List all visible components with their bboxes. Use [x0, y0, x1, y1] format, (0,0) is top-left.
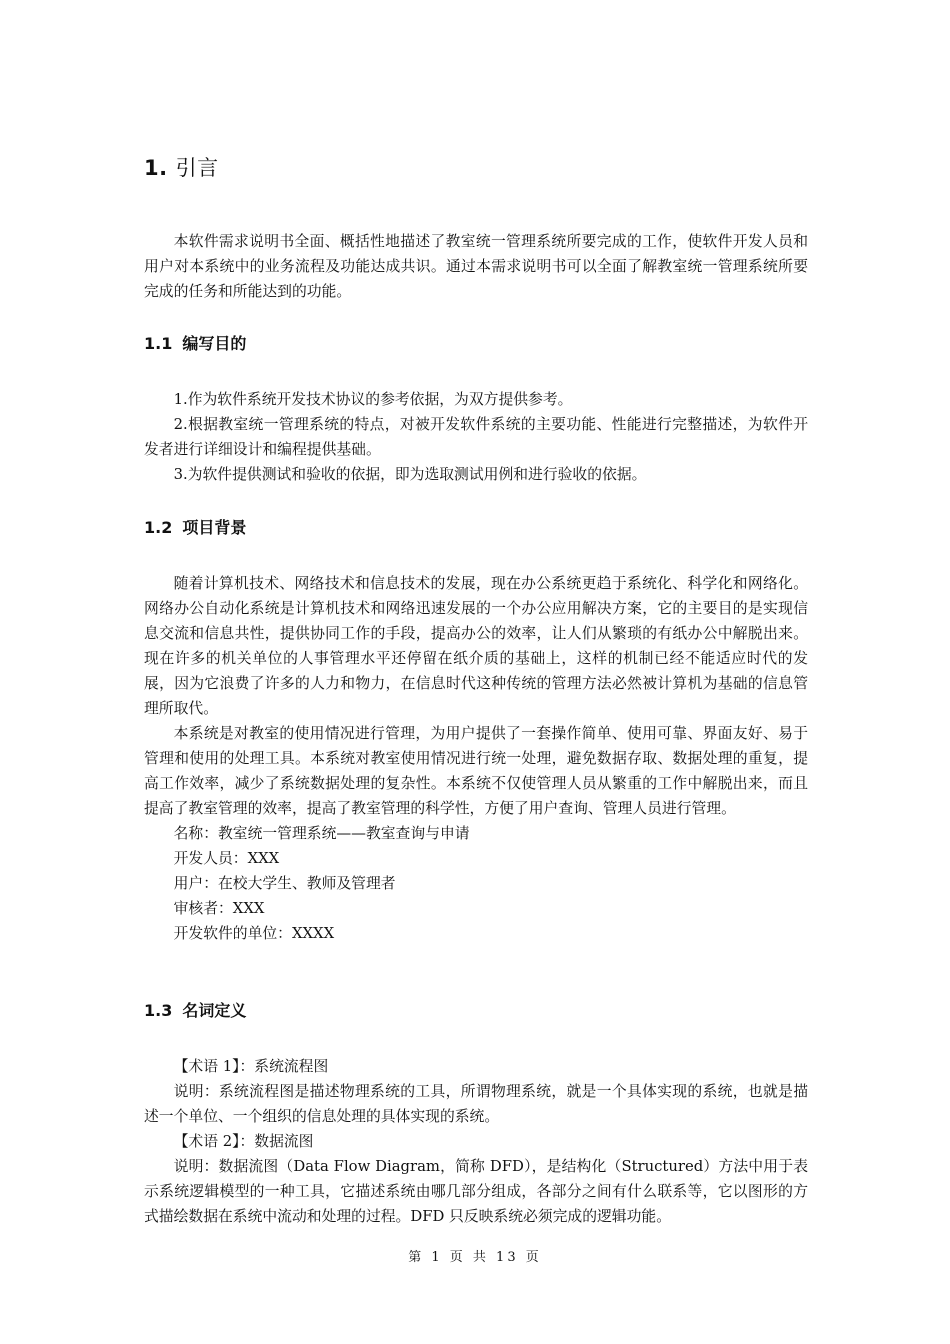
- section-1-2-title: 项目背景: [182, 518, 247, 537]
- section-1-1-number: 1.1: [144, 334, 173, 353]
- purpose-item-3: 3.为软件提供测试和验收的依据，即为选取测试用例和进行验收的依据。: [173, 466, 647, 483]
- system-name-line: 名称：教室统一管理系统——教室查询与申请: [173, 825, 470, 842]
- background-paragraph-1: 随着计算机技术、网络技术和信息技术的发展，现在办公系统更趋于系统化、科学化和网络化。网络办公自动化系统是计算机技术和网络迅速发展的一个办公应用解决方案，它的主要目的是实现信息交流和信息共性，提供协同工作的手段，提高办公的效率，让人们从繁琐的有纸办公中解脱出来。现在许多的机关单位的人事管理水平还停留在纸介质的基础上，这样的机制已经不能适应时代的发展，因为它浪费了许多的人力和物力，在信息时代这种传统的管理方法必然被计算机为基础的信息管理所取代。: [144, 575, 808, 717]
- section-1-intro: 本软件需求说明书全面、概括性地描述了教室统一管理系统所要完成的工作，使软件开发人员和用户对本系统中的业务流程及功能达成共识。通过本需求说明书可以全面了解教室统一管理系统所要完成的任务和所能达到的功能。: [144, 233, 808, 300]
- section-1-2-heading: [144, 515, 808, 541]
- section-1-3-heading: [144, 998, 808, 1024]
- purpose-item-2: 2.根据教室统一管理系统的特点，对被开发软件系统的主要功能、性能进行完整描述，为软件开发者进行详细设计和编程提供基础。: [144, 416, 808, 458]
- section-1-2-body: [144, 571, 808, 946]
- user-line: 用户：在校大学生、教师及管理者: [173, 875, 396, 892]
- reviewer-line: 审核者：XXX: [173, 900, 265, 917]
- page-footer: 第 1 页 共 13 页: [408, 1250, 542, 1265]
- section-1-3-title: 名词定义: [182, 1001, 247, 1020]
- purpose-item-1: 1.作为软件系统开发技术协议的参考依据，为双方提供参考。: [173, 391, 573, 408]
- section-1-2-number: 1.2: [144, 518, 173, 537]
- term-2-label: 【术语 2】：数据流图: [173, 1133, 314, 1150]
- section-1-1-title: 编写目的: [182, 334, 247, 353]
- section-1-1-heading: [144, 331, 808, 357]
- section-1-3-body: [144, 1054, 808, 1229]
- development-unit-line: 开发软件的单位：XXXX: [173, 925, 335, 942]
- section-1-number: 1.: [144, 156, 168, 180]
- background-paragraph-2: 本系统是对教室的使用情况进行管理，为用户提供了一套操作简单、使用可靠、界面友好、易于管理和使用的处理工具。本系统对教室使用情况进行统一处理，避免数据存取、数据处理的重复，提高工作效率，减少了系统数据处理的复杂性。本系统不仅使管理人员从繁重的工作中解脱出来，而且提高了教室管理的效率，提高了教室管理的科学性，方便了用户查询、管理人员进行管理。: [144, 725, 808, 817]
- term-1-description: 说明：系统流程图是描述物理系统的工具，所谓物理系统，就是一个具体实现的系统，也就是描述一个单位、一个组织的信息处理的具体实现的系统。: [144, 1083, 808, 1125]
- section-1-3-number: 1.3: [144, 1001, 173, 1020]
- section-1-1-list: [144, 387, 808, 487]
- section-1-title: 引言: [175, 156, 219, 180]
- section-1-intro-block: [144, 229, 808, 304]
- term-2-description: 说明：数据流图（Data Flow Diagram，简称 DFD），是结构化（Structured）方法中用于表示系统逻辑模型的一种工具，它描述系统由哪几部分组成，各部分之间有什么联系等，它以图形的方式描绘数据在系统中流动和处理的过程。DFD 只反映系统必须完成的逻辑功能。: [144, 1158, 808, 1225]
- section-1-heading: [144, 152, 808, 184]
- developer-line: 开发人员：XXX: [173, 850, 280, 867]
- term-1-label: 【术语 1】：系统流程图: [173, 1058, 329, 1075]
